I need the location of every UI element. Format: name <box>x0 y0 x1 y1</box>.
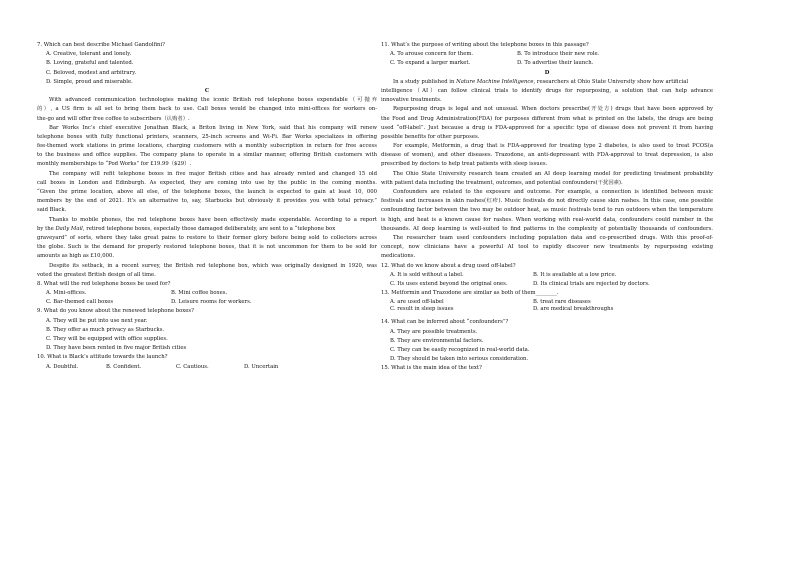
passage-c-line: Thanks to mobile phones, the red telephone boxes have been effectively made expendable. According to a report <box>49 216 377 223</box>
passage-c-line: fee-themed work stations in prime locations, charging customers with a monthly subscription in return for free access <box>37 143 377 150</box>
question-14-option-c: C. They can be easily recognized in real-world data. <box>390 347 530 353</box>
passage-d-line-journal <box>381 78 713 87</box>
question-10-option-c: C. Cautious. <box>176 363 209 370</box>
question-8-stem: 8. What will the red telephone boxes be used for? <box>37 280 171 287</box>
question-7-option-d: D. Simple, proud and miserable. <box>46 78 133 85</box>
passage-d-line: concept, now clinicians have a powerful AI tool to rapidly discover new treatments by repurposing existing <box>381 244 713 251</box>
question-14-option-d: D. They should be taken into serious consideration. <box>390 356 529 363</box>
passage-c-line: Despite its setback, in a recent survey, the British red telephone box, which was originally designed in 1920, was <box>49 262 377 269</box>
question-12-option-a: A. It is sold without a label. <box>390 271 464 278</box>
section-c-heading: C <box>204 87 210 94</box>
passage-c-line: The company will refit telephone boxes in five major British cities and has already rented and changed 15 old <box>49 170 377 177</box>
question-12-stem: 12. What do we know about a drug used off-label? <box>381 262 516 269</box>
question-12-options-row <box>381 280 713 289</box>
question-12-options-row <box>381 271 713 280</box>
passage-d-line: confounding factor between the two may be outdoor heat, as music festivals tend to run outdoors when the temperature <box>381 207 713 214</box>
question-10-option-b: B. Confident. <box>106 363 142 370</box>
journal-title: Nature Machine Intelligence <box>456 78 534 85</box>
question-11-stem: 11. What’s the purpose of writing about the telephone boxes in this passage? <box>381 42 589 48</box>
question-8-options-row <box>37 289 377 298</box>
question-10-option-a: A. Doubtful. <box>46 363 79 370</box>
passage-c-line: Bar Works Inc’s chief executive Jonathan Black, a Briton living in New York, said that his company will renew <box>49 124 377 131</box>
question-7-option-b: B. Loving, grateful and talented. <box>46 60 134 67</box>
question-11-option-b: B. To introduce their new role. <box>517 51 600 58</box>
left-column <box>37 0 377 372</box>
passage-c-line: 的）, a US firm is all set to bring them back to use. Call boxes would be changed into mini-offices for workers on- <box>37 106 377 113</box>
passage-d-line: intelligence（AI）can follow clinical trials to identify drugs for repurposing, a solution that can help advance <box>381 87 713 94</box>
passage-d-text: In a study published in <box>393 78 457 85</box>
passage-c-line: to the business and office supplies. The company plans to operate in a similar manner, offering British customers with <box>37 152 377 159</box>
question-14-stem: 14. What can be inferred about “confounders”? <box>381 319 509 326</box>
question-13-option-d: D. are medical breakthroughs <box>533 306 614 313</box>
passage-c-line: the globe. Such is the demand for properly restored telephone boxes, that it is not uncommon for them to be sold for <box>37 244 377 251</box>
question-8-option-a: A. Mini-offices. <box>46 290 87 297</box>
section-d-heading: D <box>544 69 550 76</box>
question-9-option-b: B. They offer as much privacy as Starbucks. <box>46 326 165 333</box>
right-column <box>381 0 713 374</box>
passage-c-line: monthly memberships to “Pod Works” for £19.99（$29）. <box>37 161 192 168</box>
question-8-option-d: D. Leisure rooms for workers. <box>171 299 252 306</box>
passage-d-line: disease of women), and other diseases. Trazodone, an anti-depressant with FDA-approval to treat depression, is also <box>381 152 713 159</box>
passage-c-line-daily-mail <box>37 225 377 234</box>
question-10-option-d: D. Uncertain <box>244 363 279 370</box>
question-11-option-c: C. To expand a larger market. <box>390 60 471 67</box>
passage-d-line: festivals and increases in skin rashes(红疹). Music festivals do not directly cause skin rashes. In this case, one possible <box>381 198 713 205</box>
passage-d-text: , researchers at Ohio State University show how artificial <box>533 78 689 85</box>
question-7-option-a: A. Creative, tolerant and lonely. <box>46 51 132 58</box>
passage-d-line: used “off-label”. Just because a drug is FDA-approved for a specific type of disease does not prevent it from having <box>381 124 713 131</box>
question-13-options-row <box>381 305 713 314</box>
passage-d-line: is high, and heat is a known cause for rashes. When working with real-world data, confounders could number in the <box>381 216 713 223</box>
passage-c-text: by the <box>37 225 56 232</box>
question-13-option-c: C. result in sleep issues <box>390 306 454 313</box>
question-11-option-d: D. To advertise their launch. <box>517 60 594 67</box>
passage-d-line: The researcher team used confounders including population data and co-prescribed drugs. With this proof-of- <box>393 234 713 241</box>
question-12-option-d: D. Its clinical trials are rejected by doctors. <box>533 280 650 287</box>
question-13-stem: 13. Metformin and Trazodone are similar as both of them________. <box>381 290 559 297</box>
passage-d-line: For example, Metformin, a drug that is FDA-approved for treating type 2 diabetes, is also used to treat PCOS(a <box>393 143 713 150</box>
passage-d-line: The Ohio State University research team created an AI deep learning model for predicting treatment probability <box>393 170 713 177</box>
passage-c-line: “Given the prime location, above all else, of the telephone boxes, the launch is expected to gain at least 10, 000 <box>37 189 377 195</box>
question-10-stem: 10. What is Black’s attitude towards the launch? <box>37 354 168 361</box>
question-8-options-row <box>37 298 377 307</box>
question-7-option-c: C. Beloved, modest and arbitrary. <box>46 69 137 76</box>
passage-c-line: call boxes in London and Edinburgh. As expected, they are coming into use by the public in the coming months. <box>37 179 377 186</box>
question-9-option-c: C. They will be equipped with office supplies. <box>46 336 168 342</box>
passage-d-line: Repurposing drugs is legal and not unusual. When doctors prescribe(开处方) drugs that have been approved by <box>393 106 713 113</box>
passage-c-line: telephone boxes with fully functional printers, scanners, 25-inch screens and Wi-Fi. Bar Works specializes in offering <box>37 133 377 140</box>
question-7-stem: 7. Which can best describe Michael Gandolfini? <box>37 42 165 48</box>
question-14-option-a: A. They are possible treatments. <box>390 328 478 335</box>
passage-c-line: the-go and will offer free coffee to subscribers（认购者）. <box>37 115 190 122</box>
question-12-option-c: C. Its uses extend beyond the original ones. <box>390 280 508 287</box>
passage-c-line: said Black. <box>37 207 67 214</box>
passage-c-line: With advanced communication technologies making the iconic British red telephone boxes expendable（可抛弃 <box>49 97 377 104</box>
passage-c-text: , retired telephone boxes, especially those damaged deliberately, are sent to a “telephone box <box>82 225 336 232</box>
passage-d-line: medications. <box>381 253 416 260</box>
passage-c-line: members by the end of 2021. It’s an alternative to, say, Starbucks but obviously it provides you with total privacy.” <box>37 198 377 205</box>
passage-d-line: thousands. AI deep learning is well-suited to find patterns in the complexity of potentially thousands of confounders. <box>381 225 713 232</box>
question-9-stem: 9. What do you know about the renewed telephone boxes? <box>37 308 194 315</box>
question-14-option-b: B. They are environmental factors. <box>390 337 484 344</box>
question-9-option-a: A. They will be put into use next year. <box>46 317 148 324</box>
passage-d-line: the Food and Drug Administration(FDA) for purposes different from what is printed on the labels, the drugs are being <box>381 115 713 122</box>
passage-c-line: amounts as high as £10,000. <box>37 253 115 260</box>
passage-d-line: prescribed by doctors to help treat patients with sleep issues. <box>381 161 548 168</box>
passage-c-line: voted the greatest British design of all time. <box>37 271 156 278</box>
passage-d-line: possible benefits for other purposes. <box>381 133 480 140</box>
question-9-option-d: D. They have been rented in five major British cities <box>46 345 187 352</box>
question-13-option-b: B. treat rare diseases <box>533 299 591 306</box>
question-11-option-a: A. To arouse concern for them. <box>390 51 474 58</box>
passage-d-line: Confounders are related to the exposure and outcome. For example, a connection is identified between music <box>393 189 713 195</box>
question-8-option-b: B. Mini coffee boxes. <box>171 290 228 297</box>
question-12-option-b: B. It is available at a low price. <box>533 271 617 278</box>
question-11-options-row <box>381 59 713 68</box>
newspaper-title: Daily Mail <box>55 225 83 232</box>
passage-d-line: with patient data including the treatment, outcomes, and potential confounders(干扰因素). <box>381 179 623 186</box>
question-15-stem: 15. What is the main idea of the text? <box>381 365 482 372</box>
question-10-options-row <box>37 363 377 372</box>
passage-c-line: graveyard” of sorts, where they take great pains to restore to their former glory before being sold to collectors across <box>37 234 377 241</box>
question-11-options-row <box>381 50 713 59</box>
question-8-option-c: C. Bar-themed call boxes <box>46 299 114 306</box>
question-13-option-a: A. are used off-label <box>390 299 444 306</box>
question-13-options-row <box>381 298 713 305</box>
passage-d-line: innovative treatments. <box>381 97 442 104</box>
